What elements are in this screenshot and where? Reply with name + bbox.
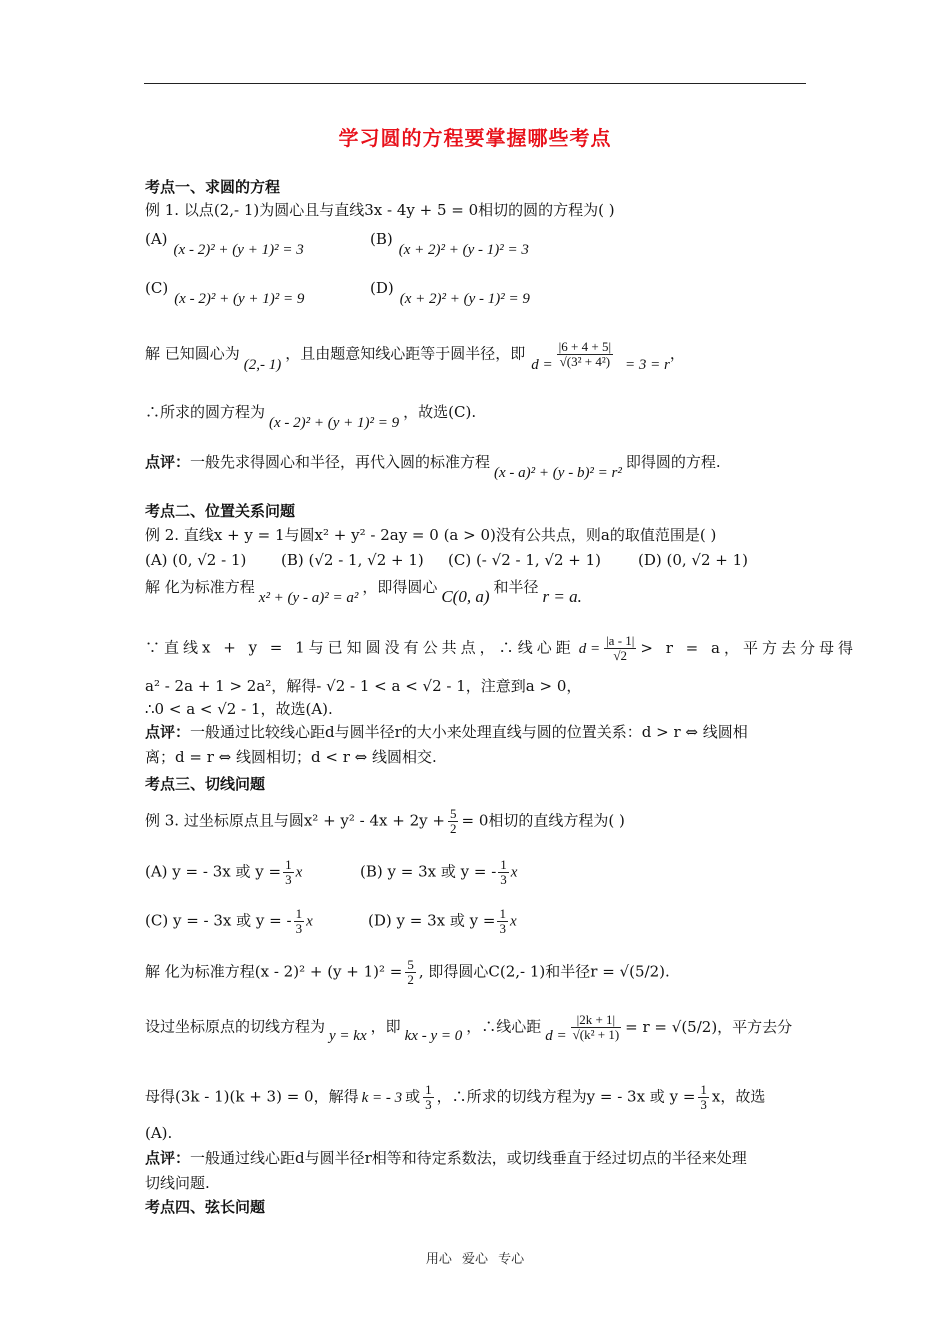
example-1-option-c: (C)(x - 2)² + (y + 1)² = 9 [145, 279, 305, 307]
example-1-option-b: (B)(x + 2)² + (y - 1)² = 3 [370, 230, 529, 258]
example-3-option-b: (B) y = 3x 或 y = - $\frac{1}{3}$ x [360, 857, 518, 887]
example-2-question: 例 2. 直线x + y = 1与圆x² + y² - 2ay = 0 (a > 0)没有公共点，则a的取值范围是( ) [145, 526, 717, 544]
example-2-solution-line-4: ∴0 < a < √2 - 1，故选(A). [145, 700, 333, 718]
example-2-solution-line-1: 解 化为标准方程x² + (y - a)² = a²，即得圆心 C(0, a) 和半径 r = a. [145, 578, 582, 606]
example-2-solution-line-3: a² - 2a + 1 > 2a²，解得- √2 - 1 < a < √2 - 1，注意到a > 0， [145, 677, 582, 695]
example-3-option-d: (D) y = 3x 或 y = $\frac{1}{3}$ x [368, 906, 517, 936]
example-2-option-c: (C) (- √2 - 1, √2 + 1) [448, 551, 602, 569]
example-2-comment-line-1: 点评：一般通过比较线心距d与圆半径r的大小来处理直线与圆的位置关系：d > r ⇔ 线圆相 [145, 723, 748, 741]
section-heading-3: 考点三、切线问题 [145, 775, 266, 793]
page-footer: 用心 爱心 专心 [425, 1252, 525, 1267]
example-1-option-a: (A)(x - 2)² + (y + 1)² = 3 [145, 230, 304, 258]
example-2-option-b: (B) (√2 - 1, √2 + 1) [281, 551, 424, 569]
example-3-question: 例 3. 过坐标原点且与圆x² + y² - 4x + 2y + $\frac{5}{2}$ = 0相切的直线方程为( ) [145, 806, 625, 836]
section-heading-2: 考点二、位置关系问题 [145, 502, 296, 520]
section-heading-4: 考点四、弦长问题 [145, 1198, 266, 1216]
example-3-comment-line-1: 点评：一般通过线心距d与圆半径r相等和待定系数法，或切线垂直于经过切点的半径来处理 [145, 1149, 747, 1167]
example-3-solution-line-1: 解 化为标准方程(x - 2)² + (y + 1)² = $\frac{5}{2}$ , 即得圆心C(2,- 1)和半径r = √(5/2). [145, 957, 670, 987]
example-3-solution-line-3: 母得(3k - 1)(k + 3) = 0，解得 k = - 3 或 $\frac{1}{3}$ ，∴所求的切线方程为y = - 3x 或 y = $\frac{1}{3}$ x，故选 [145, 1082, 766, 1112]
example-2-option-d: (D) (0, √2 + 1) [638, 551, 749, 569]
header-rule [144, 83, 806, 84]
example-1-option-d: (D)(x + 2)² + (y - 1)² = 9 [370, 279, 530, 307]
example-3-option-a: (A) y = - 3x 或 y = $\frac{1}{3}$ x [145, 857, 303, 887]
section-heading-1: 考点一、求圆的方程 [145, 178, 281, 196]
page-title: 学习圆的方程要掌握哪些考点 [338, 126, 612, 150]
example-1-solution-line-1: 解 已知圆心为(2,- 1)，且由题意知线心距等于圆半径，即d = $\frac{|6 + 4 + 5|}{\text{√(3² + 4²)}}$ = 3 = r， [145, 339, 685, 373]
example-1-question: 例 1. 以点(2,- 1)为圆心且与直线3x - 4y + 5 = 0相切的圆的方程为( ) [145, 201, 615, 219]
example-2-option-a: (A) (0, √2 - 1) [145, 551, 247, 569]
example-2-solution-line-2: ∵直线x + y = 1与已知圆没有公共点，∴线心距 d = $\frac{|a - 1|}{√2}$ > r = a，平方去分母得 [145, 633, 857, 663]
example-3-solution-line-2: 设过坐标原点的切线方程为 y = kx ，即 kx - y = 0 ，∴线心距 d = $\frac{|2k + 1|}{\text{√(k² + 1)}}$ = r = √(5/2)，平方去分 [145, 1012, 793, 1044]
example-3-option-c: (C) y = - 3x 或 y = - $\frac{1}{3}$ x [145, 906, 313, 936]
example-1-solution-line-2: ∴所求的圆方程为(x - 2)² + (y + 1)² = 9，故选(C). [145, 403, 477, 431]
example-3-solution-line-4: (A). [145, 1124, 173, 1142]
example-2-comment-line-2: 离；d = r ⇔ 线圆相切；d < r ⇔ 线圆相交. [145, 748, 437, 766]
example-1-comment: 点评：一般先求得圆心和半径，再代入圆的标准方程(x - a)² + (y - b)² = r²即得圆的方程. [145, 453, 721, 481]
example-3-comment-line-2: 切线问题. [145, 1174, 210, 1192]
